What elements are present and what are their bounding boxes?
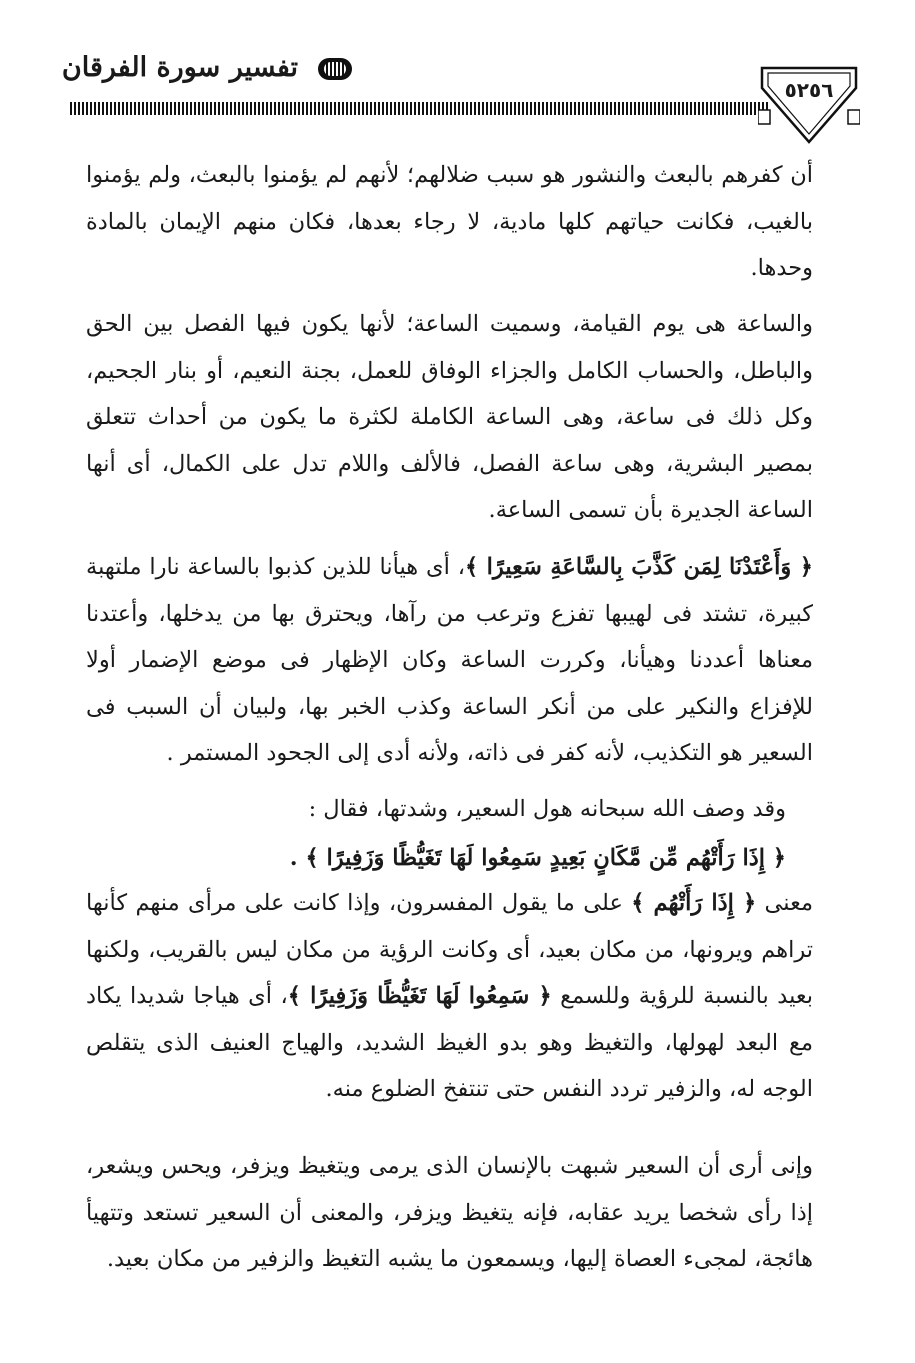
paragraph-3-text: ، أى هيأنا للذين كذبوا بالساعة نارا ملتهبة كبيرة، تشتد فى لهيبها تفزع وترعب من رآها، ويحترق بها من يدخلها، وأعتدنا معناها أعددنا وهيأنا، وكررت الساعة وكان الإظهار فى موضع الإضمار أولا للإفزاع والنكير على من أنكر الساعة وكذب الخبر بها، ولبيان أن السبب فى السعير هو التكذيب، لأنه كفر فى ذاته، ولأنه أدى إلى الجحود المستمر . (86, 554, 813, 766)
paragraph-2: والساعة هى يوم القيامة، وسميت الساعة؛ لأنها يكون فيها الفصل بين الحق والباطل، والحساب الكامل والجزاء الوفاق للعمل، بجنة النعيم، أو بنار الجحيم، وكل ذلك فى ساعة، وهى الساعة الكاملة لكثرة ما يكون من أحداث تتعلق بمصير البشرية، وهى ساعة الفصل، فالألف واللام تدل على الكمال، أى أنها الساعة الجديرة بأن تسمى الساعة. (86, 311, 813, 523)
paragraph-3 (86, 544, 813, 777)
header-rule (70, 102, 768, 115)
paragraph-7: وإنى أرى أن السعير شبهت بالإنسان الذى يرمى ويتغيظ ويزفر، ويحس ويشعر، إذا رأى شخصا يريد عقابه، فإنه يتغيظ ويزفر، والمعنى أن السعير تستعد وتتهيأ هائجة، لمجىء العصاة إليها، ويسمعون ما يشبه التغيظ والزفير من مكان بعيد. (86, 1153, 813, 1272)
paragraph-1: أن كفرهم بالبعث والنشور هو سبب ضلالهم؛ لأنهم لم يؤمنوا بالبعث، ولم يؤمنوا بالغيب، فكانت حياتهم كلها مادية، لا رجاء بعدها، فكان منهم الإيمان بالمادة وحدها. (86, 162, 813, 281)
header-ornament-icon (318, 58, 352, 80)
paragraph-6-text-1: على ما يقول المفسرون، وإذا كانت على مرأى منهم كأنها تراهم ويرونها، من مكان بعيد، أى وكانت الرؤية من مكان ليس بالقريب، ولكنها بعيد بالنسبة للرؤية وللسمع (86, 890, 813, 1009)
running-header-title: تفسير سورة الفرقان (61, 52, 298, 83)
page-number-badge (758, 62, 860, 144)
quran-verse-2: ﴿ إِذَا رَأَتْهُم مِّن مَّكَانٍ بَعِيدٍ سَمِعُوا لَهَا تَغَيُّظًا وَزَفِيرًا ﴾ . (289, 845, 786, 871)
paragraph-6-intro: معنى (764, 890, 813, 916)
paragraph-6 (86, 880, 813, 1113)
page-number: ٥٢٥٦ (784, 78, 834, 102)
quran-verse-4: ﴿ سَمِعُوا لَهَا تَغَيُّظًا وَزَفِيرًا ﴾ (287, 983, 552, 1009)
quran-verse-1: ﴿ وَأَعْتَدْنَا لِمَن كَذَّبَ بِالسَّاعَةِ سَعِيرًا ﴾ (464, 554, 813, 580)
paragraph-6-text-2: ، أى هياجا شديدا يكاد مع البعد لهولها، والتغيظ وهو بدو الغيظ الشديد، والهياج العنيف الذى يتقلص الوجه له، والزفير تردد النفس حتى تنتفخ الضلوع منه. (86, 983, 813, 1102)
quran-verse-3: ﴿ إِذَا رَأَتْهُم ﴾ (631, 890, 757, 916)
paragraph-4: وقد وصف الله سبحانه هول السعير، وشدتها، فقال : (308, 796, 786, 822)
